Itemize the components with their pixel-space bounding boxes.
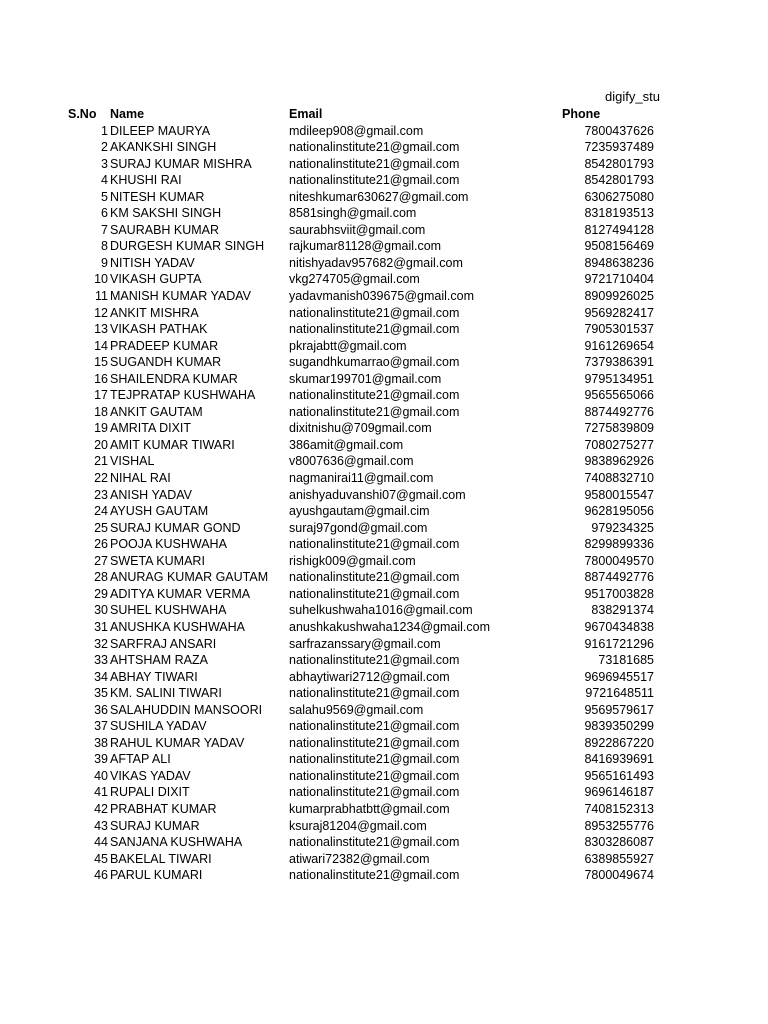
- row-sno: 4: [101, 173, 108, 188]
- row-name: AHTSHAM RAZA: [110, 653, 208, 668]
- header-row: [0, 106, 768, 123]
- row-sno: 33: [94, 653, 108, 668]
- row-email: abhaytiwari2712@gmail.com: [289, 669, 450, 684]
- table-row: [0, 553, 768, 570]
- row-email: nationalinstitute21@gmail.com: [289, 686, 460, 701]
- table-row: [0, 354, 768, 371]
- table-row: [0, 768, 768, 785]
- row-sno: 8: [101, 239, 108, 254]
- row-phone: 8318193513: [584, 206, 654, 221]
- table-row: [0, 321, 768, 338]
- header-phone: Phone: [562, 107, 601, 121]
- table-row: [0, 123, 768, 140]
- table-row: [0, 851, 768, 868]
- row-phone: 8909926025: [584, 289, 654, 304]
- row-name: RUPALI DIXIT: [110, 785, 190, 800]
- row-sno: 40: [94, 768, 108, 783]
- row-email: v8007636@gmail.com: [289, 454, 414, 469]
- row-name: ANURAG KUMAR GAUTAM: [110, 570, 269, 585]
- row-sno: 10: [94, 272, 108, 287]
- row-sno: 22: [94, 471, 108, 486]
- row-email: nationalinstitute21@gmail.com: [289, 322, 460, 337]
- table-row: [0, 338, 768, 355]
- row-sno: 35: [94, 686, 108, 701]
- table-row: [0, 172, 768, 189]
- row-phone: 8303286087: [584, 835, 654, 850]
- row-name: DILEEP MAURYA: [110, 123, 211, 138]
- row-phone: 7800049570: [584, 553, 654, 568]
- row-email: nationalinstitute21@gmail.com: [289, 735, 460, 750]
- row-email: saurabhsviit@gmail.com: [289, 222, 426, 237]
- row-email: nationalinstitute21@gmail.com: [289, 173, 460, 188]
- row-phone: 7800437626: [584, 123, 654, 138]
- row-phone: 9721710404: [584, 272, 654, 287]
- row-phone: 9580015547: [584, 487, 654, 502]
- row-sno: 41: [94, 785, 108, 800]
- row-name: NITESH KUMAR: [110, 189, 205, 204]
- row-name: SHAILENDRA KUMAR: [110, 371, 238, 386]
- table-row: [0, 751, 768, 768]
- row-email: nationalinstitute21@gmail.com: [289, 785, 460, 800]
- row-name: PRADEEP KUMAR: [110, 338, 219, 353]
- row-phone: 7800049674: [584, 868, 654, 883]
- row-phone: 9569282417: [584, 305, 654, 320]
- row-sno: 16: [94, 371, 108, 386]
- row-phone: 8948638236: [584, 255, 654, 270]
- table-row: [0, 735, 768, 752]
- table-row: [0, 470, 768, 487]
- table-row: [0, 685, 768, 702]
- row-sno: 42: [94, 801, 108, 816]
- row-sno: 12: [94, 305, 108, 320]
- row-email: pkrajabtt@gmail.com: [289, 338, 407, 353]
- row-phone: 8127494128: [584, 222, 654, 237]
- row-sno: 18: [94, 404, 108, 419]
- row-phone: 8874492776: [584, 570, 654, 585]
- row-name: SWETA KUMARI: [110, 553, 205, 568]
- row-name: POOJA KUSHWAHA: [110, 537, 227, 552]
- table-row: [0, 139, 768, 156]
- table-row: [0, 784, 768, 801]
- row-name: SURAJ KUMAR MISHRA: [110, 156, 252, 171]
- row-phone: 9839350299: [584, 719, 654, 734]
- row-name: ANKIT GAUTAM: [110, 404, 203, 419]
- row-email: nationalinstitute21@gmail.com: [289, 653, 460, 668]
- row-email: nationalinstitute21@gmail.com: [289, 570, 460, 585]
- row-name: AYUSH GAUTAM: [110, 504, 209, 519]
- table-row: [0, 586, 768, 603]
- row-email: nationalinstitute21@gmail.com: [289, 140, 460, 155]
- row-phone: 8416939691: [584, 752, 654, 767]
- row-email: nationalinstitute21@gmail.com: [289, 868, 460, 883]
- table-row: [0, 205, 768, 222]
- header-email: Email: [289, 107, 323, 121]
- table-row: [0, 420, 768, 437]
- row-phone: 9628195056: [584, 504, 654, 519]
- row-name: ADITYA KUMAR VERMA: [110, 586, 251, 601]
- row-sno: 44: [94, 835, 108, 850]
- row-phone: 9517003828: [584, 586, 654, 601]
- row-email: dixitnishu@709gmail.com: [289, 421, 432, 436]
- table-row: [0, 487, 768, 504]
- table-row: [0, 520, 768, 537]
- row-sno: 17: [94, 388, 108, 403]
- row-name: KHUSHI RAI: [110, 173, 182, 188]
- row-name: SAURABH KUMAR: [110, 222, 220, 237]
- row-name: SUSHILA YADAV: [110, 719, 207, 734]
- row-email: kumarprabhatbtt@gmail.com: [289, 801, 450, 816]
- row-phone: 9565161493: [584, 768, 654, 783]
- row-email: salahu9569@gmail.com: [289, 702, 424, 717]
- row-phone: 9508156469: [584, 239, 654, 254]
- row-sno: 7: [101, 222, 108, 237]
- row-phone: 7235937489: [584, 140, 654, 155]
- row-sno: 37: [94, 719, 108, 734]
- row-phone: 838291374: [591, 603, 654, 618]
- table-row: [0, 718, 768, 735]
- row-phone: 6306275080: [584, 189, 654, 204]
- row-phone: 9696146187: [584, 785, 654, 800]
- row-email: suraj97gond@gmail.com: [289, 520, 428, 535]
- row-name: BAKELAL TIWARI: [110, 851, 212, 866]
- table-row: [0, 867, 768, 884]
- row-name: PRABHAT KUMAR: [110, 801, 217, 816]
- row-sno: 25: [94, 520, 108, 535]
- row-email: sarfrazanssary@gmail.com: [289, 636, 441, 651]
- table-row: [0, 255, 768, 272]
- table-row: [0, 536, 768, 553]
- row-sno: 26: [94, 537, 108, 552]
- row-sno: 32: [94, 636, 108, 651]
- table-row: [0, 437, 768, 454]
- row-email: suhelkushwaha1016@gmail.com: [289, 603, 473, 618]
- row-phone: 6389855927: [584, 851, 654, 866]
- row-sno: 45: [94, 851, 108, 866]
- table-row: [0, 702, 768, 719]
- row-phone: 8953255776: [584, 818, 654, 833]
- table-row: [0, 636, 768, 653]
- row-sno: 11: [95, 289, 108, 304]
- table-row: [0, 156, 768, 173]
- row-email: rishigk009@gmail.com: [289, 553, 416, 568]
- header-name: Name: [110, 107, 145, 121]
- row-email: nationalinstitute21@gmail.com: [289, 305, 460, 320]
- row-name: PARUL KUMARI: [110, 868, 203, 883]
- row-phone: 8922867220: [584, 735, 654, 750]
- row-sno: 1: [101, 123, 108, 138]
- row-phone: 9161721296: [584, 636, 654, 651]
- row-name: VIKASH PATHAK: [110, 322, 208, 337]
- row-name: SALAHUDDIN MANSOORI: [110, 702, 263, 717]
- row-sno: 27: [94, 553, 108, 568]
- row-phone: 8542801793: [584, 156, 654, 171]
- row-name: DURGESH KUMAR SINGH: [110, 239, 265, 254]
- row-phone: 979234325: [591, 520, 654, 535]
- row-name: TEJPRATAP KUSHWAHA: [110, 388, 256, 403]
- row-email: vkg274705@gmail.com: [289, 272, 420, 287]
- table-row: [0, 619, 768, 636]
- row-phone: 9565565066: [584, 388, 654, 403]
- table-row: [0, 453, 768, 470]
- row-email: nationalinstitute21@gmail.com: [289, 537, 460, 552]
- row-email: atiwari72382@gmail.com: [289, 851, 430, 866]
- row-name: MANISH KUMAR YADAV: [110, 289, 251, 304]
- row-sno: 2: [101, 140, 108, 155]
- table-row: [0, 569, 768, 586]
- table-row: [0, 238, 768, 255]
- row-sno: 34: [94, 669, 108, 684]
- row-email: nationalinstitute21@gmail.com: [289, 404, 460, 419]
- row-email: nationalinstitute21@gmail.com: [289, 156, 460, 171]
- table-row: [0, 271, 768, 288]
- row-name: SUGANDH KUMAR: [110, 355, 222, 370]
- row-sno: 36: [94, 702, 108, 717]
- row-email: nationalinstitute21@gmail.com: [289, 835, 460, 850]
- table-row: [0, 669, 768, 686]
- row-name: AFTAP ALI: [110, 752, 171, 767]
- row-sno: 6: [101, 206, 108, 221]
- row-email: mdileep908@gmail.com: [289, 123, 424, 138]
- row-sno: 15: [94, 355, 108, 370]
- row-email: ayushgautam@gmail.cim: [289, 504, 430, 519]
- table-row: [0, 818, 768, 835]
- row-sno: 5: [101, 189, 108, 204]
- row-phone: 8299899336: [584, 537, 654, 552]
- row-name: VIKAS YADAV: [110, 768, 191, 783]
- row-sno: 20: [94, 437, 108, 452]
- row-email: nationalinstitute21@gmail.com: [289, 586, 460, 601]
- table-row: [0, 404, 768, 421]
- row-email: sugandhkumarrao@gmail.com: [289, 355, 460, 370]
- row-name: AMIT KUMAR TIWARI: [110, 437, 235, 452]
- row-phone: 7408832710: [584, 471, 654, 486]
- row-email: nagmanirai11@gmail.com: [289, 471, 434, 486]
- row-sno: 3: [101, 156, 108, 171]
- row-sno: 9: [101, 255, 108, 270]
- table-row: [0, 288, 768, 305]
- row-sno: 38: [94, 735, 108, 750]
- row-email: nationalinstitute21@gmail.com: [289, 719, 460, 734]
- row-sno: 46: [94, 868, 108, 883]
- table-row: [0, 602, 768, 619]
- row-phone: 7408152313: [584, 801, 654, 816]
- table-row: [0, 305, 768, 322]
- table-row: [0, 801, 768, 818]
- row-name: VISHAL: [110, 454, 155, 469]
- row-phone: 7080275277: [584, 437, 654, 452]
- row-email: anushkakushwaha1234@gmail.com: [289, 619, 491, 634]
- row-email: nationalinstitute21@gmail.com: [289, 388, 460, 403]
- table-row: [0, 652, 768, 669]
- row-phone: 73181685: [598, 653, 654, 668]
- row-email: skumar199701@gmail.com: [289, 371, 442, 386]
- row-sno: 24: [94, 504, 108, 519]
- row-name: SURAJ KUMAR GOND: [110, 520, 241, 535]
- row-phone: 7905301537: [584, 322, 654, 337]
- table-row: [0, 189, 768, 206]
- row-email: 8581singh@gmail.com: [289, 206, 417, 221]
- row-sno: 43: [94, 818, 108, 833]
- row-name: ABHAY TIWARI: [110, 669, 198, 684]
- header-sno: S.No: [68, 107, 97, 121]
- row-sno: 19: [94, 421, 108, 436]
- row-phone: 9795134951: [584, 371, 654, 386]
- row-name: AMRITA DIXIT: [110, 421, 192, 436]
- row-name: ANUSHKA KUSHWAHA: [110, 619, 245, 634]
- row-sno: 28: [94, 570, 108, 585]
- row-email: niteshkumar630627@gmail.com: [289, 189, 469, 204]
- row-name: SANJANA KUSHWAHA: [110, 835, 243, 850]
- row-email: ksuraj81204@gmail.com: [289, 818, 427, 833]
- row-name: NIHAL RAI: [110, 471, 171, 486]
- row-sno: 13: [94, 322, 108, 337]
- student-table: [0, 106, 768, 884]
- row-phone: 9161269654: [584, 338, 654, 353]
- row-phone: 8874492776: [584, 404, 654, 419]
- row-email: 386amit@gmail.com: [289, 437, 404, 452]
- row-sno: 23: [94, 487, 108, 502]
- table-row: [0, 387, 768, 404]
- row-name: RAHUL KUMAR YADAV: [110, 735, 245, 750]
- row-sno: 39: [94, 752, 108, 767]
- row-phone: 9569579617: [584, 702, 654, 717]
- row-sno: 29: [94, 586, 108, 601]
- row-email: nationalinstitute21@gmail.com: [289, 768, 460, 783]
- row-email: nationalinstitute21@gmail.com: [289, 752, 460, 767]
- row-phone: 8542801793: [584, 173, 654, 188]
- table-row: [0, 503, 768, 520]
- row-name: ANKIT MISHRA: [110, 305, 199, 320]
- row-name: SUHEL KUSHWAHA: [110, 603, 227, 618]
- row-sno: 14: [94, 338, 108, 353]
- row-sno: 21: [94, 454, 108, 469]
- table-row: [0, 222, 768, 239]
- table-body: [0, 123, 768, 884]
- row-name: SURAJ KUMAR: [110, 818, 200, 833]
- sheet-title: digify_stu: [605, 89, 660, 104]
- row-name: ANISH YADAV: [110, 487, 192, 502]
- row-name: KM SAKSHI SINGH: [110, 206, 222, 221]
- table-row: [0, 371, 768, 388]
- row-phone: 7379386391: [584, 355, 654, 370]
- row-name: NITISH YADAV: [110, 255, 195, 270]
- row-email: yadavmanish039675@gmail.com: [289, 289, 475, 304]
- row-sno: 31: [94, 619, 108, 634]
- row-name: AKANKSHI SINGH: [110, 140, 217, 155]
- row-email: nitishyadav957682@gmail.com: [289, 255, 463, 270]
- row-phone: 9838962926: [584, 454, 654, 469]
- row-email: anishyaduvanshi07@gmail.com: [289, 487, 466, 502]
- row-phone: 9696945517: [584, 669, 654, 684]
- row-phone: 7275839809: [584, 421, 654, 436]
- row-sno: 30: [94, 603, 108, 618]
- row-name: SARFRAJ ANSARI: [110, 636, 217, 651]
- table-row: [0, 834, 768, 851]
- row-phone: 9670434838: [584, 619, 654, 634]
- row-name: VIKASH GUPTA: [110, 272, 202, 287]
- row-email: rajkumar81128@gmail.com: [289, 239, 442, 254]
- row-name: KM. SALINI TIWARI: [110, 686, 222, 701]
- row-phone: 9721648511: [585, 686, 654, 701]
